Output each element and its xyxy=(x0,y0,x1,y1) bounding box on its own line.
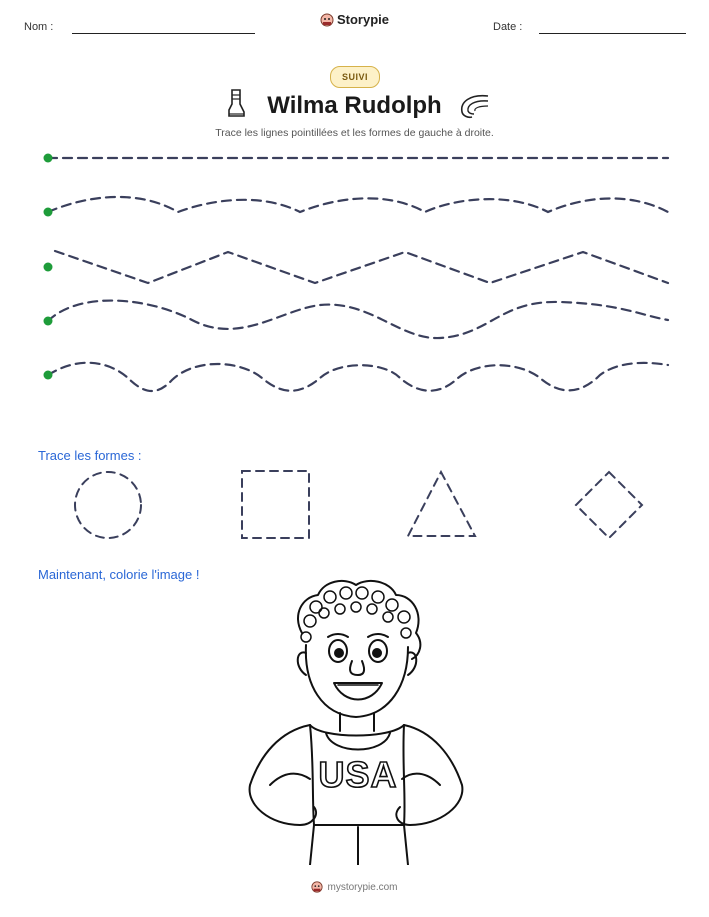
trace-square xyxy=(242,471,309,538)
start-dot-3 xyxy=(44,263,53,272)
tracing-lines xyxy=(0,140,709,410)
level-badge: SUIVI xyxy=(330,66,380,88)
storypie-logo-icon xyxy=(311,881,323,893)
tracing-line-gentle-wave xyxy=(48,197,668,212)
start-dot-2 xyxy=(44,208,53,217)
coloring-picture xyxy=(240,575,470,865)
jersey-text: USA xyxy=(318,754,398,795)
date-label: Date : xyxy=(493,21,523,33)
trace-triangle xyxy=(408,472,475,536)
tracing-line-zigzag xyxy=(55,251,668,283)
tracing-line-deep-wave xyxy=(48,363,668,391)
running-track-icon xyxy=(458,92,492,120)
start-dot-1 xyxy=(44,154,53,163)
storypie-logo-icon xyxy=(320,13,334,27)
date-line xyxy=(539,33,686,34)
instructions: Trace les lignes pointillées et les formes de gauche à droite. xyxy=(215,127,494,139)
trace-circle xyxy=(75,472,141,538)
coloring-label: Maintenant, colorie l'image ! xyxy=(38,567,200,582)
start-dot-4 xyxy=(44,317,53,326)
tracing-line-wave xyxy=(48,301,668,339)
tracing-shapes xyxy=(0,460,709,550)
footer xyxy=(0,881,709,896)
footer-url[interactable]: mystorypie.com xyxy=(327,881,398,893)
name-label: Nom : xyxy=(24,21,54,33)
name-line xyxy=(72,33,255,34)
start-dot-5 xyxy=(44,371,53,380)
shapes-label: Trace les formes : xyxy=(38,448,142,463)
brand-name: Storypie xyxy=(336,12,389,27)
brand xyxy=(0,12,709,30)
page-title: Wilma Rudolph xyxy=(267,92,442,119)
trace-diamond xyxy=(576,472,642,538)
